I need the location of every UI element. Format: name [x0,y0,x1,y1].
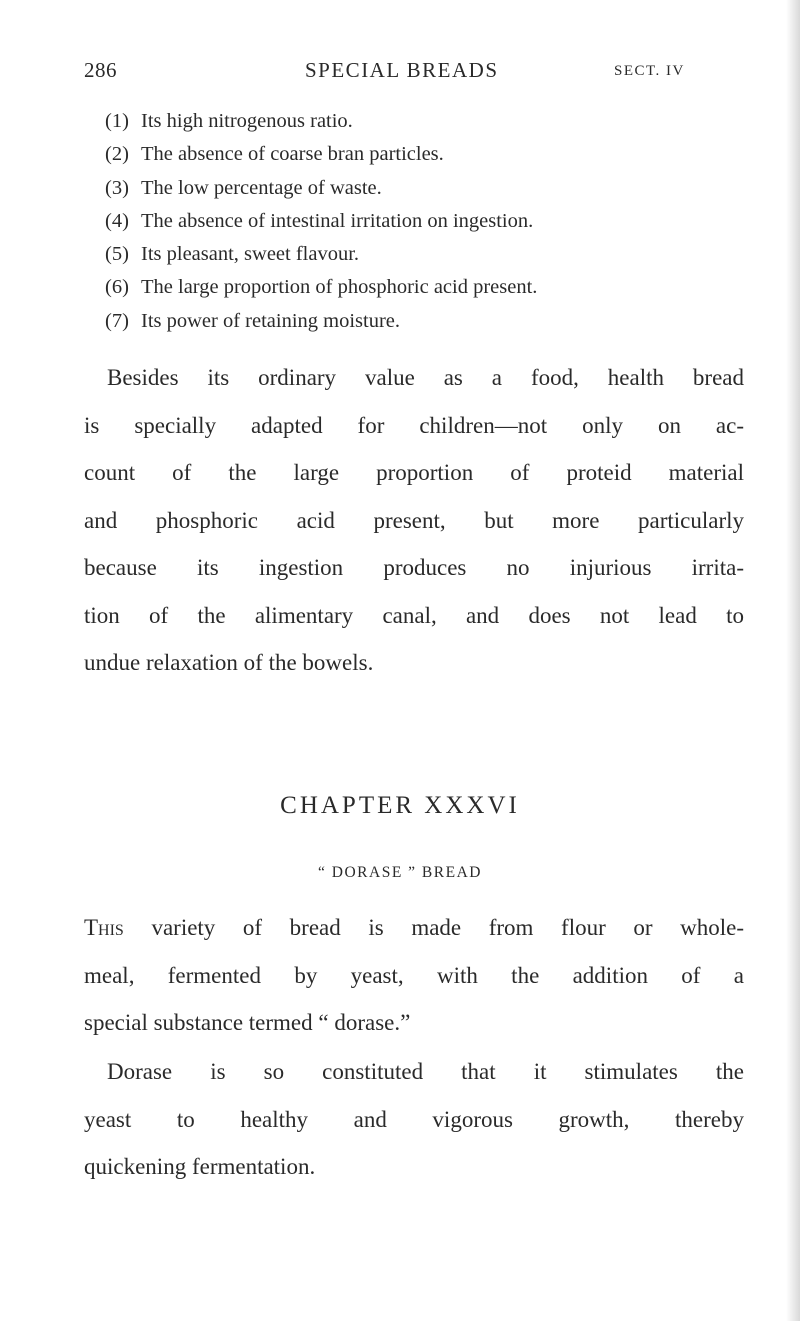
text-line: quickening fermentation. [84,1154,316,1179]
text-line: count of the large proportion of proteid material [84,460,744,485]
text-line: is specially adapted for children—not only on ac- [84,412,744,438]
list-item-text: Its high nitrogenous ratio. [141,110,353,132]
paragraph-dorase-intro [84,904,744,1047]
text-line: special substance termed “ dorase.” [84,1010,411,1035]
text-line-rest: variety of bread is made from flour or whole- [123,915,744,940]
list-item-text: Its pleasant, sweet flavour. [141,243,360,266]
text-line: tion of the alimentary canal, and does not lead to [84,602,744,628]
running-title: SPECIAL BREADS [305,58,499,82]
section-marker: SECT. IV [614,63,685,79]
list-item-number: (7) [105,309,129,332]
list-item [105,210,745,243]
page-number: 286 [84,58,117,82]
list-item [105,243,745,276]
chapter-subtitle: “ DORASE ” BREAD [318,864,482,881]
page-edge-shadow [786,0,800,1321]
list-item-number: (2) [105,143,129,166]
small-caps-lead-word: This [84,915,124,940]
list-item [105,110,745,143]
list-item-number: (4) [105,209,129,232]
text-line: Besides its ordinary value as a food, health bread [107,365,744,390]
chapter-heading: CHAPTER XXXVI [280,792,520,819]
list-item-text: The absence of intestinal irritation on ingestion. [141,209,534,232]
list-item [105,276,745,309]
list-item-number: (1) [105,110,129,132]
list-item-number: (3) [105,176,129,199]
list-item-text: Its power of retaining moisture. [141,309,401,332]
list-item [105,143,745,176]
running-header [0,58,800,88]
list-item-text: The low percentage of waste. [141,176,382,199]
text-line: and phosphoric acid present, but more particularly [84,507,744,533]
text-line: Dorase is so constituted that it stimulates the [107,1059,744,1084]
paragraph-dorase-effect [84,1048,744,1191]
text-line: undue relaxation of the bowels. [84,650,374,675]
list-item-text: The large proportion of phosphoric acid present. [141,276,538,299]
numbered-list [105,110,745,343]
list-item-number: (5) [105,243,129,266]
text-line [84,904,744,952]
list-item [105,177,745,210]
text-line: because its ingestion produces no injurious irrita- [84,555,744,580]
text-line: meal, fermented by yeast, with the addition of a [84,962,744,988]
paragraph-health-bread [84,354,744,687]
list-item-number: (6) [105,276,129,299]
list-item [105,310,745,343]
text-line: yeast to healthy and vigorous growth, thereby [84,1106,744,1132]
list-item-text: The absence of coarse bran particles. [141,143,444,166]
